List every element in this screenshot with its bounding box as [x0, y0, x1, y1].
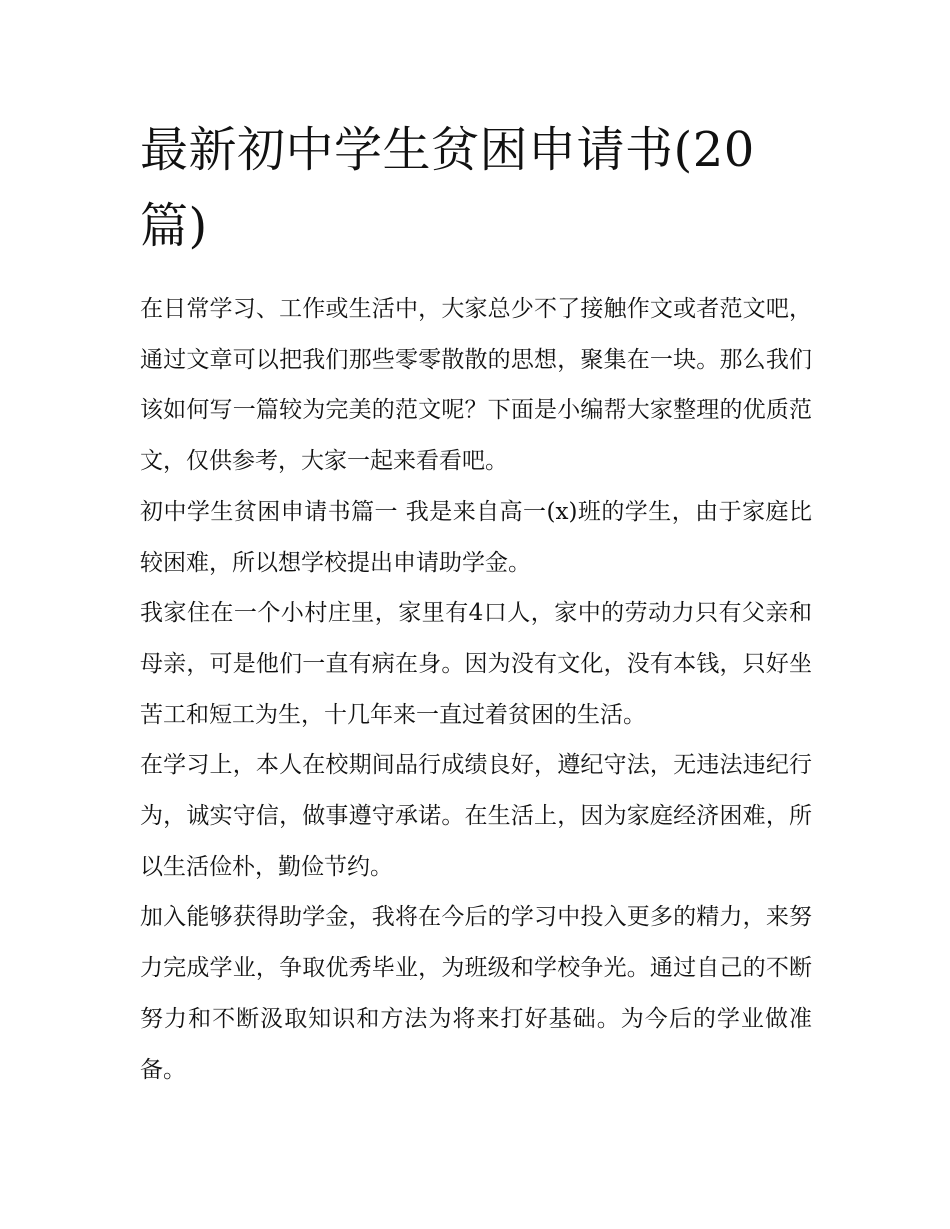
document-title: 最新初中学生贫困申请书(20篇): [140, 122, 755, 254]
paragraph-commitment: 加入能够获得助学金，我将在今后的学习中投入更多的精力，来努力完成学业，争取优秀毕业，为班级和学校争光。通过自己的不断努力和不断汲取知识和方法为将来打好基础。为今后的学业做准备。: [140, 904, 812, 1083]
paragraph-intro: 在日常学习、工作或生活中，大家总少不了接触作文或者范文吧，通过文章可以把我们那些零零散散的思想，聚集在一块。那么我们该如何写一篇较为完美的范文呢？下面是小编帮大家整理的优质范文，仅供参考，大家一起来看看吧。: [140, 296, 812, 475]
paragraph-study-and-life: 在学习上，本人在校期间品行成绩良好，遵纪守法，无违法违纪行为，诚实守信，做事遵守承诺。在生活上，因为家庭经济困难，所以生活俭朴，勤俭节约。: [140, 752, 812, 880]
paragraph-family-situation: 我家住在一个小村庄里，家里有4口人，家中的劳动力只有父亲和母亲，可是他们一直有病在身。因为没有文化，没有本钱，只好坐苦工和短工为生，十几年来一直过着贫困的生活。: [140, 600, 812, 728]
document-page: [140, 112, 812, 1095]
document-body: [140, 284, 812, 1095]
paragraph-application-opening: 初中学生贫困申请书篇一 我是来自高一(x)班的学生，由于家庭比较困难，所以想学校提出申请助学金。: [140, 498, 812, 576]
